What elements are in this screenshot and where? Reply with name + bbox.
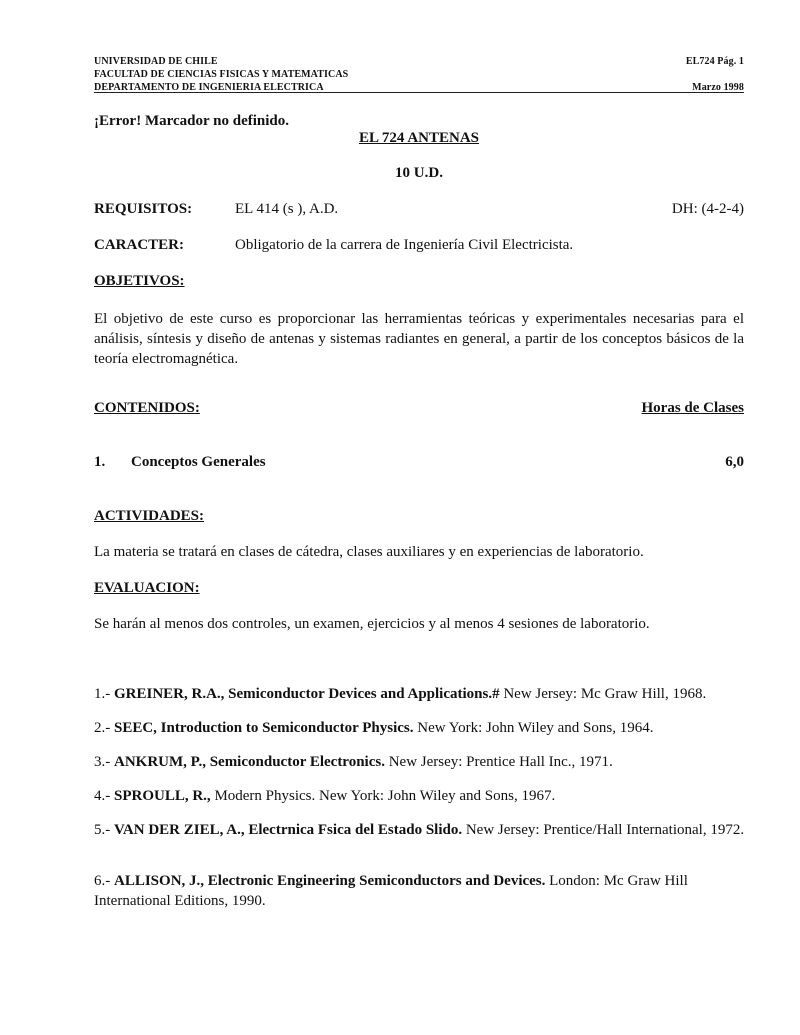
header-faculty: FACULTAD DE CIENCIAS FISICAS Y MATEMATICAS [94, 69, 349, 80]
reference-item [94, 786, 744, 806]
reference-author-title: ANKRUM, P., Semiconductor Electronics. [114, 754, 385, 770]
reference-number: 3.- [94, 754, 111, 770]
requisitos-label: REQUISITOS: [94, 201, 193, 217]
reference-item [94, 820, 770, 840]
header-course-page: EL724 Pág. 1 [685, 56, 744, 67]
reference-number: 1.- [94, 686, 111, 702]
reference-author-title: VAN DER ZIEL, A., Electrnica Fsica del Estado Slido. [114, 822, 463, 838]
objetivos-heading: OBJETIVOS: [94, 273, 185, 289]
reference-number: 6.- [94, 873, 111, 889]
header-university: UNIVERSIDAD DE CHILE [94, 56, 218, 67]
reference-item [94, 718, 744, 738]
evaluacion-heading: EVALUACION: [94, 580, 200, 596]
reference-item [94, 684, 744, 704]
evaluacion-text: Se harán al menos dos controles, un examen, ejercicios y al menos 4 sesiones de laboratorio. [94, 616, 650, 632]
reference-publisher: New Jersey: Prentice/Hall International, 1972. [462, 822, 745, 838]
caracter-value: Obligatorio de la carrera de Ingeniería Civil Electricista. [235, 237, 574, 253]
reference-number: 4.- [94, 788, 111, 804]
contenidos-heading: CONTENIDOS: [94, 400, 200, 416]
reference-publisher: New Jersey: Prentice Hall Inc., 1971. [384, 754, 613, 770]
reference-number: 5.- [94, 822, 111, 838]
header-rule [94, 92, 744, 93]
reference-author-title: GREINER, R.A., Semiconductor Devices and Applications.# [114, 686, 500, 702]
reference-author-title: SEEC, Introduction to Semiconductor Physics. [114, 720, 414, 736]
requisitos-value: EL 414 (s ), A.D. [235, 201, 339, 217]
header-department: DEPARTAMENTO DE INGENIERIA ELECTRICA [94, 82, 324, 93]
reference-number: 2.- [94, 720, 111, 736]
hours-heading: Horas de Clases [641, 400, 744, 416]
course-units: 10 U.D. [395, 165, 443, 181]
reference-publisher: Modern Physics. New York: John Wiley and Sons, 1967. [210, 788, 556, 804]
actividades-text: La materia se tratará en clases de cátedra, clases auxiliares y en experiencias de laboratorio. [94, 544, 644, 560]
content-item-hours: 6,0 [725, 454, 744, 470]
reference-author-title: ALLISON, J., Electronic Engineering Semiconductors and Devices. [114, 873, 546, 889]
page-title: EL 724 ANTENAS [358, 130, 480, 146]
content-item-title: Conceptos Generales [131, 454, 266, 470]
reference-publisher: New York: John Wiley and Sons, 1964. [413, 720, 654, 736]
caracter-label: CARACTER: [94, 237, 184, 253]
objetivos-text: El objetivo de este curso es proporcionar las herramientas teóricas y experimentales necesarias para el análisis, síntesis y diseño de antenas y sistemas radiantes en general, a partir de los conceptos básicos de la teoría electromagnética. [94, 311, 744, 367]
reference-author-title: SPROULL, R., [114, 788, 211, 804]
requisitos-dh: DH: (4-2-4) [671, 201, 744, 217]
reference-publisher: London: Mc Graw Hill International Editions, 1990. [94, 873, 688, 909]
reference-item [94, 752, 744, 772]
reference-item [94, 871, 744, 911]
reference-publisher: New Jersey: Mc Graw Hill, 1968. [499, 686, 707, 702]
error-bookmark: ¡Error! Marcador no definido. [94, 113, 289, 129]
actividades-heading: ACTIVIDADES: [94, 508, 205, 524]
header-date: Marzo 1998 [692, 82, 744, 93]
content-item-number: 1. [94, 454, 106, 470]
